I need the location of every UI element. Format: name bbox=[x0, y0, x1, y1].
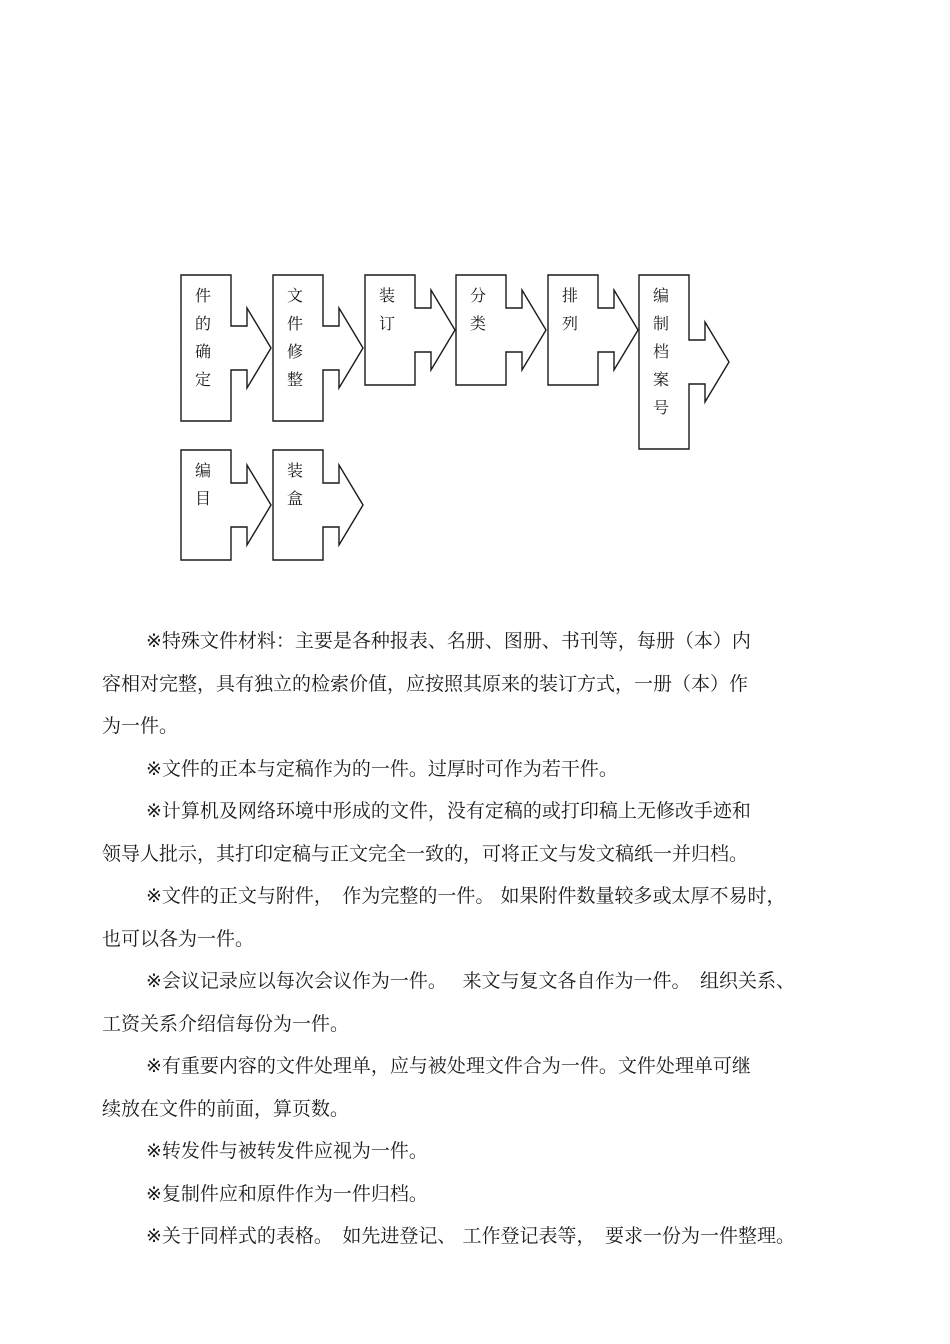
flow-step-label-char: 装 bbox=[286, 461, 304, 480]
flow-step bbox=[273, 450, 363, 560]
flow-step-label-char: 列 bbox=[561, 314, 579, 333]
flow-step-label-char: 案 bbox=[652, 370, 670, 389]
flow-step bbox=[548, 275, 638, 385]
text-line: ※有重要内容的文件处理单，应与被处理文件合为一件。文件处理单可继 bbox=[146, 1055, 751, 1077]
flowchart-row-2 bbox=[181, 450, 363, 560]
flow-step bbox=[456, 275, 546, 385]
flow-step-label-char: 装 bbox=[378, 286, 396, 305]
flow-step-label-char: 修 bbox=[286, 342, 304, 361]
flow-step bbox=[365, 275, 455, 385]
text-line: 领导人批示，其打印定稿与正文完全一致的，可将正文与发文稿纸一并归档。 bbox=[102, 842, 749, 865]
body-text bbox=[102, 620, 847, 1258]
text-line: 容相对完整，具有独立的检索价值，应按照其原来的装订方式，一册（本）作 bbox=[102, 672, 749, 695]
flow-step-label-char: 文 bbox=[286, 286, 304, 305]
flow-step bbox=[181, 450, 271, 560]
flow-step-label-char: 订 bbox=[378, 314, 396, 333]
text-line: ※特殊文件材料：主要是各种报表、名册、图册、书刊等，每册（本）内 bbox=[146, 630, 751, 652]
text-line: ※计算机及网络环境中形成的文件，没有定稿的或打印稿上无修改手迹和 bbox=[146, 800, 751, 822]
text-line: 也可以各为一件。 bbox=[102, 927, 255, 950]
flow-step-label-char: 确 bbox=[194, 342, 212, 361]
flow-step bbox=[181, 275, 271, 421]
flow-step-label-char: 编 bbox=[652, 286, 670, 305]
text-line: 续放在文件的前面，算页数。 bbox=[102, 1097, 350, 1120]
flow-step-label-char: 件 bbox=[194, 286, 212, 305]
text-line: ※复制件应和原件作为一件归档。 bbox=[146, 1182, 428, 1205]
flow-step-label-char: 分 bbox=[469, 286, 487, 305]
flowchart bbox=[0, 0, 950, 600]
flow-step-label-char: 类 bbox=[469, 314, 487, 333]
flow-step-label-char: 号 bbox=[652, 398, 670, 417]
text-line: ※会议记录应以每次会议作为一件。 来文与复文各自作为一件。 组织关系、 bbox=[146, 970, 795, 992]
flow-step-label-char: 制 bbox=[652, 314, 670, 333]
flow-step-label-char: 排 bbox=[561, 286, 579, 305]
text-line: ※转发件与被转发件应视为一件。 bbox=[146, 1140, 428, 1162]
flow-step-label-char: 件 bbox=[286, 314, 304, 333]
text-line: 为一件。 bbox=[102, 715, 179, 737]
flow-step-label-char: 档 bbox=[652, 342, 670, 361]
flow-step-label-char: 的 bbox=[194, 314, 212, 333]
text-line: 工资关系介绍信每份为一件。 bbox=[102, 1012, 350, 1035]
flow-step bbox=[273, 275, 363, 421]
flow-step-label-char: 定 bbox=[194, 370, 212, 389]
flow-step-label-char: 编 bbox=[194, 461, 212, 480]
flow-step-label-char: 整 bbox=[286, 370, 304, 389]
flowchart-row-1 bbox=[181, 275, 729, 449]
flow-step bbox=[639, 275, 729, 449]
flow-step-label-char: 目 bbox=[194, 489, 212, 508]
text-line: ※文件的正本与定稿作为的一件。过厚时可作为若干件。 bbox=[146, 757, 618, 780]
text-line: ※关于同样式的表格。 如先进登记、 工作登记表等， 要求一份为一件整理。 bbox=[146, 1225, 795, 1247]
flow-step-label-char: 盒 bbox=[286, 489, 304, 508]
text-line: ※文件的正文与附件， 作为完整的一件。 如果附件数量较多或太厚不易时， bbox=[146, 885, 786, 907]
